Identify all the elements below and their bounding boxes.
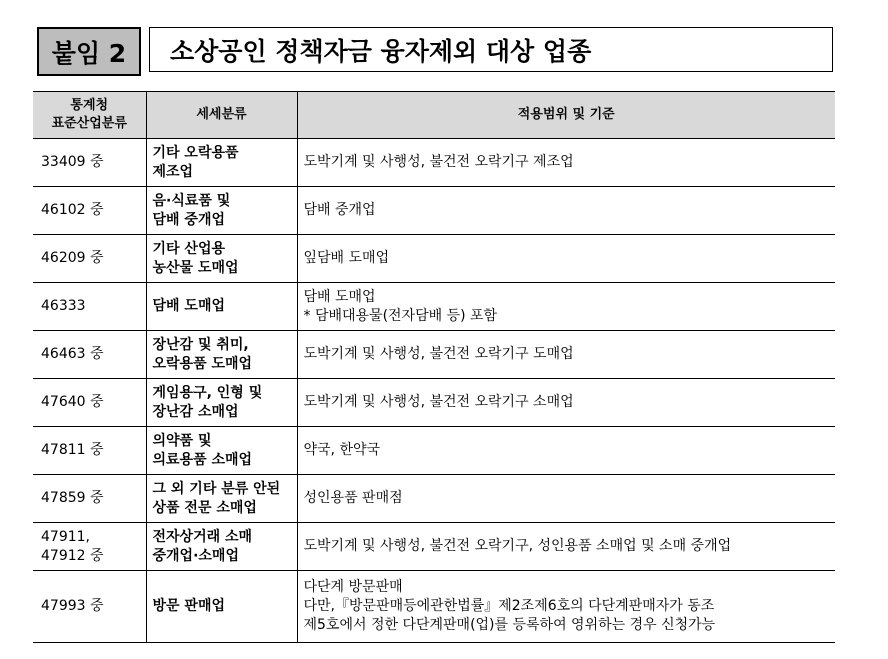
cell-code [33, 427, 146, 475]
cell-code [33, 523, 146, 571]
table-row [33, 187, 835, 235]
table-row [33, 379, 835, 427]
cell-classification-line: 농산물 도매업 [152, 259, 239, 276]
table-row [33, 523, 835, 571]
header-classification: 세세분류 [146, 92, 297, 139]
cell-classification-line: 의료용품 소매업 [152, 451, 253, 468]
cell-code [33, 283, 146, 331]
cell-classification [146, 523, 297, 571]
header-code-line: 표준산업분류 [51, 116, 127, 131]
cell-scope-line: 도박기계 및 사행성, 불건전 오락기구 소매업 [303, 394, 574, 410]
cell-code-line: 46102 중 [41, 202, 104, 218]
header-code-line: 통계청 [70, 98, 109, 113]
cell-code-line: 33409 중 [41, 154, 104, 170]
cell-scope [297, 283, 835, 331]
cell-code-line: 46333 [41, 298, 86, 314]
cell-code-line: 47993 중 [41, 598, 104, 614]
header-scope: 적용범위 및 기준 [297, 92, 835, 139]
cell-code [33, 331, 146, 379]
table-row [33, 235, 835, 283]
attachment-tag: 붙임 2 [37, 27, 141, 76]
cell-scope [297, 139, 835, 187]
table-row [33, 283, 835, 331]
table-header-row [33, 92, 835, 139]
table-row [33, 427, 835, 475]
cell-classification-line: 기타 산업용 [152, 240, 225, 257]
cell-scope-line: 담배 중개업 [303, 202, 376, 218]
cell-scope [297, 379, 835, 427]
cell-classification-line: 오락용품 도매업 [152, 355, 253, 372]
cell-classification [146, 139, 297, 187]
cell-classification-line: 담배 도매업 [152, 298, 225, 314]
header-code [33, 92, 146, 139]
cell-scope [297, 523, 835, 571]
cell-scope-line: 담배 도매업 [303, 288, 376, 305]
cell-classification-line: 전자상거래 소매 [152, 528, 253, 545]
cell-scope [297, 475, 835, 523]
cell-classification [146, 427, 297, 475]
cell-scope-line: 도박기계 및 사행성, 불건전 오락기구 도매업 [303, 346, 574, 362]
cell-code-line: 46209 중 [41, 250, 104, 266]
cell-classification [146, 187, 297, 235]
cell-classification-line: 의약품 및 [152, 432, 212, 449]
cell-code-line: 47912 중 [41, 547, 104, 564]
table-row [33, 475, 835, 523]
document-title: 소상공인 정책자금 융자제외 대상 업종 [149, 27, 833, 72]
cell-scope [297, 331, 835, 379]
cell-code [33, 187, 146, 235]
table-row [33, 571, 835, 643]
cell-classification-line: 제조업 [152, 163, 194, 180]
cell-classification [146, 475, 297, 523]
cell-classification [146, 379, 297, 427]
cell-code-line: 47859 중 [41, 490, 104, 506]
cell-scope [297, 187, 835, 235]
cell-code [33, 235, 146, 283]
cell-classification [146, 283, 297, 331]
cell-scope [297, 571, 835, 643]
cell-classification-line: 장난감 및 취미, [152, 336, 249, 353]
cell-scope-line: * 담배대용물(전자담배 등) 포함 [303, 307, 498, 324]
cell-code-line: 47811 중 [41, 442, 104, 458]
cell-scope-line: 다만,『방문판매등에관한법률』제2조제6호의 다단계판매자가 동조 [303, 598, 715, 614]
cell-classification [146, 235, 297, 283]
cell-scope-line: 도박기계 및 사행성, 불건전 오락기구, 성인용품 소매업 및 소매 중개업 [303, 538, 732, 554]
cell-classification-line: 중개업·소매업 [152, 547, 239, 564]
cell-scope-line: 약국, 한약국 [303, 442, 381, 458]
cell-classification-line: 음·식료품 및 [152, 192, 231, 209]
cell-classification-line: 그 외 기타 분류 안된 [152, 480, 281, 497]
cell-classification-line: 방문 판매업 [152, 598, 225, 614]
cell-classification [146, 331, 297, 379]
cell-code-line: 46463 중 [41, 346, 104, 362]
cell-code-line: 47640 중 [41, 394, 104, 410]
table-row [33, 139, 835, 187]
table-body [33, 139, 835, 643]
cell-code [33, 139, 146, 187]
cell-scope-line: 성인용품 판매점 [303, 490, 403, 506]
cell-classification-line: 장난감 소매업 [152, 403, 239, 420]
title-bar [37, 27, 592, 76]
excluded-industries-table [33, 91, 835, 643]
cell-classification-line: 게임용구, 인형 및 [152, 384, 263, 401]
cell-code [33, 571, 146, 643]
cell-scope-line: 도박기계 및 사행성, 불건전 오락기구 제조업 [303, 154, 574, 170]
cell-code [33, 475, 146, 523]
cell-scope-line: 다단계 방문판매 [303, 579, 403, 595]
cell-classification [146, 571, 297, 643]
table-row [33, 331, 835, 379]
cell-scope [297, 427, 835, 475]
cell-classification-line: 담배 중개업 [152, 211, 225, 228]
cell-classification-line: 상품 전문 소매업 [152, 499, 257, 516]
cell-scope-line: 잎담배 도매업 [303, 250, 390, 266]
cell-scope [297, 235, 835, 283]
cell-code-line: 47911, [41, 528, 90, 545]
cell-code [33, 379, 146, 427]
cell-scope-line: 제5호에서 정한 다단계판매(업)를 등록하여 영위하는 경우 신청가능 [303, 617, 716, 633]
cell-classification-line: 기타 오락용품 [152, 144, 239, 161]
